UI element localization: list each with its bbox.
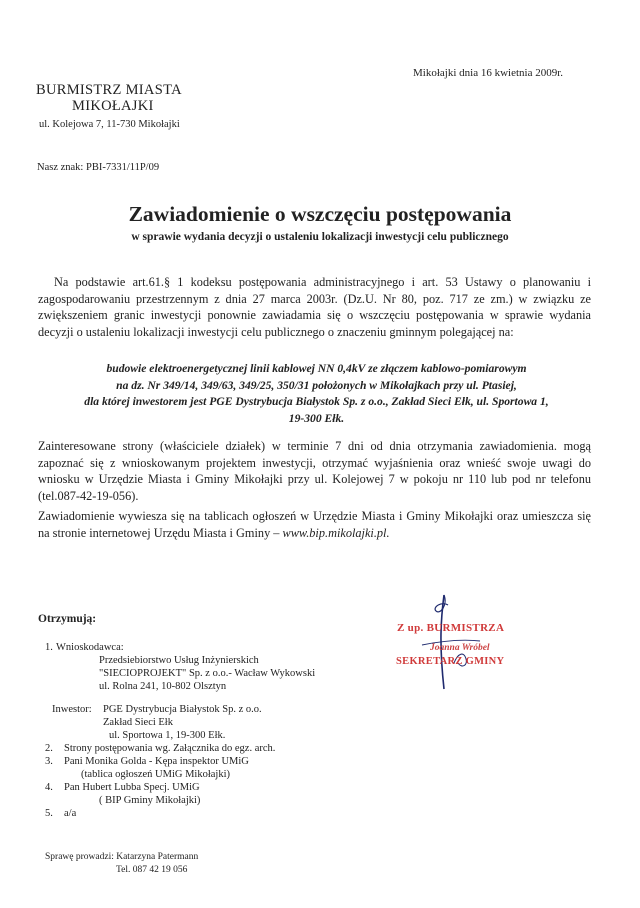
issuer-town: MIKOŁAJKI bbox=[72, 98, 154, 114]
recipient-1-line-3: ul. Rolna 241, 10-802 Olsztyn bbox=[99, 681, 227, 692]
recipient-3-line-1: Pani Monika Golda - Kępa inspektor UMiG bbox=[64, 756, 249, 767]
investment-line-3: dla której inwestorem jest PGE Dystrybucja Białystok Sp. z o.o., Zakład Sieci Ełk, ul. Sportowa 1, bbox=[84, 395, 549, 408]
recipient-4-line-1: Pan Hubert Lubba Specj. UMiG bbox=[64, 782, 200, 793]
recipient-1-number: 1. bbox=[45, 642, 53, 653]
body-paragraph-3 bbox=[38, 508, 591, 541]
document-subtitle: w sprawie wydania decyzji o ustaleniu lokalizacji inwestycji celu publicznego bbox=[131, 231, 509, 243]
investment-line-4: 19-300 Ełk. bbox=[288, 411, 345, 425]
stamp-signatory: Joanna Wróbel bbox=[430, 643, 490, 653]
case-handler-phone: Tel. 087 42 19 056 bbox=[116, 865, 188, 875]
investment-line-2: na dz. Nr 349/14, 349/63, 349/25, 350/31 położonych w Mikołajkach przy ul. Ptasiej, bbox=[116, 378, 517, 392]
investment-description bbox=[40, 361, 593, 427]
bip-link[interactable]: www.bip.mikolajki.pl. bbox=[282, 525, 390, 540]
recipients-heading: Otrzymują: bbox=[38, 613, 97, 625]
reference-number: Nasz znak: PBI-7331/11P/09 bbox=[37, 162, 160, 173]
recipient-1-line-1: Przedsiebiorstwo Usług Inżynierskich bbox=[99, 655, 259, 666]
recipient-2: Strony postępowania wg. Załącznika do egz. arch. bbox=[64, 743, 276, 754]
recipient-5-number: 5. bbox=[45, 808, 53, 819]
issuer-address: ul. Kolejowa 7, 11-730 Mikołajki bbox=[39, 119, 180, 130]
investor-line-2: Zakład Sieci Ełk bbox=[103, 717, 173, 728]
investment-line-1: budowie elektroenergetycznej linii kablowej NN 0,4kV ze złączem kablowo-pomiarowym bbox=[106, 362, 527, 375]
recipient-2-number: 2. bbox=[45, 743, 53, 754]
issuer-title: BURMISTRZ MIASTA bbox=[36, 82, 182, 98]
body-paragraph-1: Na podstawie art.61.§ 1 kodeksu postępowania administracyjnego i art. 53 Ustawy o planowaniu i zagospodarowaniu przestrzennym z dnia 27 marca 2003r. (Dz.U. Nr 80, poz. 717 ze zm.) w związku ze zwiększeniem granic inwestycji ponownie zawiadamia się o wszczęciu postępowania w sprawie wydania decyzji o ustaleniu lokalizacji inwestycji celu publicznego o znaczeniu gminnym polegającej na: bbox=[38, 275, 591, 339]
recipient-1-label: Wnioskodawca: bbox=[56, 642, 124, 653]
recipient-1-line-2: "SIECIOPROJEKT" Sp. z o.o.- Wacław Wykowski bbox=[99, 668, 316, 679]
recipient-4-line-2: ( BIP Gminy Mikołajki) bbox=[99, 795, 201, 806]
investor-label: Inwestor: bbox=[52, 704, 92, 715]
document-title: Zawiadomienie o wszczęciu postępowania bbox=[128, 202, 512, 226]
investor-line-3: ul. Sportowa 1, 19-300 Ełk. bbox=[109, 730, 226, 741]
recipient-3-number: 3. bbox=[45, 756, 53, 767]
body-paragraph-2: Zainteresowane strony (właściciele działek) w terminie 7 dni od dnia otrzymania zawiadomienia. mogą zapoznać się z wnioskowanym projektem inwestycji, otrzymać wyjaśnienia oraz wnieść swoje uwagi do wniosku w Urzędzie Miasta i Gminy Mikołajki przy ul. Kolejowej 7 w pokoju nr 110 lub pod nr telefonu (tel.087-42-19-056). bbox=[38, 439, 591, 503]
recipient-3-line-2: (tablica ogłoszeń UMiG Mikołajki) bbox=[81, 769, 231, 780]
stamp-line-3: SEKRETARZ GMINY bbox=[396, 656, 505, 667]
investor-line-1: PGE Dystrybucja Białystok Sp. z o.o. bbox=[103, 704, 262, 715]
case-handler: Sprawę prowadzi: Katarzyna Patermann bbox=[45, 852, 199, 862]
paragraph-3-text: Zawiadomienie wywiesza się na tablicach ogłoszeń w Urzędzie Miasta i Gminy Mikołajki oraz umieszcza się na stronie internetowej Urzędu Miasta i Gminy – bbox=[38, 509, 591, 540]
recipient-4-number: 4. bbox=[45, 782, 53, 793]
stamp-line-1: Z up. BURMISTRZA bbox=[397, 622, 505, 634]
document-date: Mikołajki dnia 16 kwietnia 2009r. bbox=[413, 67, 564, 79]
recipient-5: a/a bbox=[64, 808, 77, 819]
